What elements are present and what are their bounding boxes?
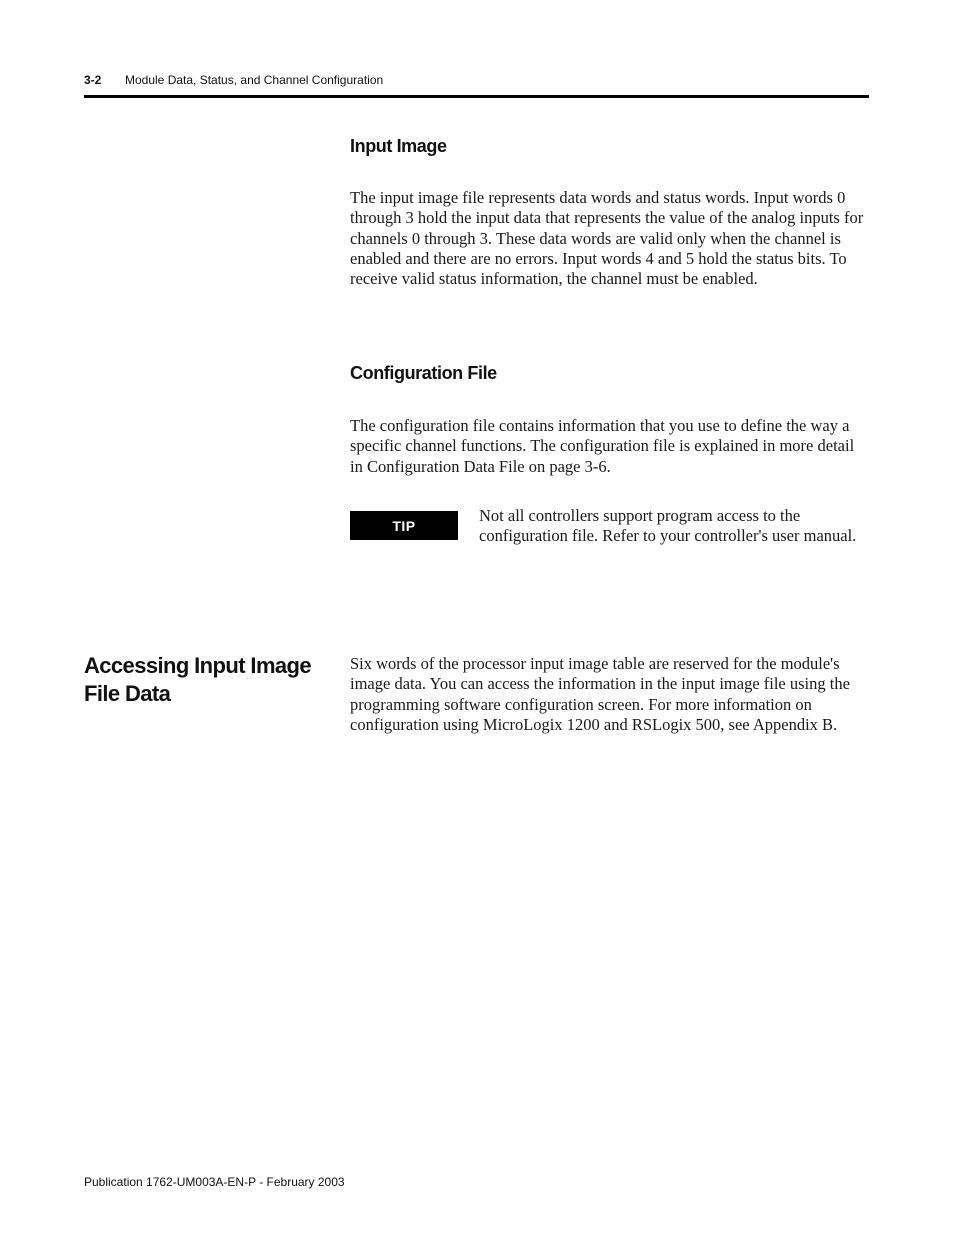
- accessing-body: Six words of the processor input image table are reserved for the module's image data. You can access the information in the input image file using the programming software configuration screen. For more information on configuration using MicroLogix 1200 and RSLogix 500, see Appendix B.: [350, 654, 850, 734]
- configuration-file-body: The configuration file contains information that you use to define the way a specific channel functions. The configuration file is explained in more detail in Configuration Data File on page 3-6.: [350, 416, 855, 476]
- footer-publication: Publication 1762-UM003A-EN-P - February 2003: [84, 1175, 345, 1189]
- tip-label: TIP: [350, 511, 458, 540]
- input-image-heading: Input Image: [350, 136, 447, 156]
- page-number: 3-2: [84, 73, 102, 87]
- tip-text: Not all controllers support program access to the configuration file. Refer to your controller's user manual.: [479, 506, 857, 546]
- configuration-file-heading: Configuration File: [350, 363, 497, 383]
- input-image-body: The input image file represents data words and status words. Input words 0 through 3 hold the input data that represents the value of the analog inputs for channels 0 through 3. These data words are valid only when the channel is enabled and there are no errors. Input words 4 and 5 hold the status bits. To receive valid status information, the channel must be enabled.: [350, 188, 864, 289]
- accessing-heading: Accessing Input Image File Data: [84, 653, 312, 706]
- chapter-title: Module Data, Status, and Channel Configuration: [125, 73, 384, 87]
- header-rule: [84, 95, 869, 98]
